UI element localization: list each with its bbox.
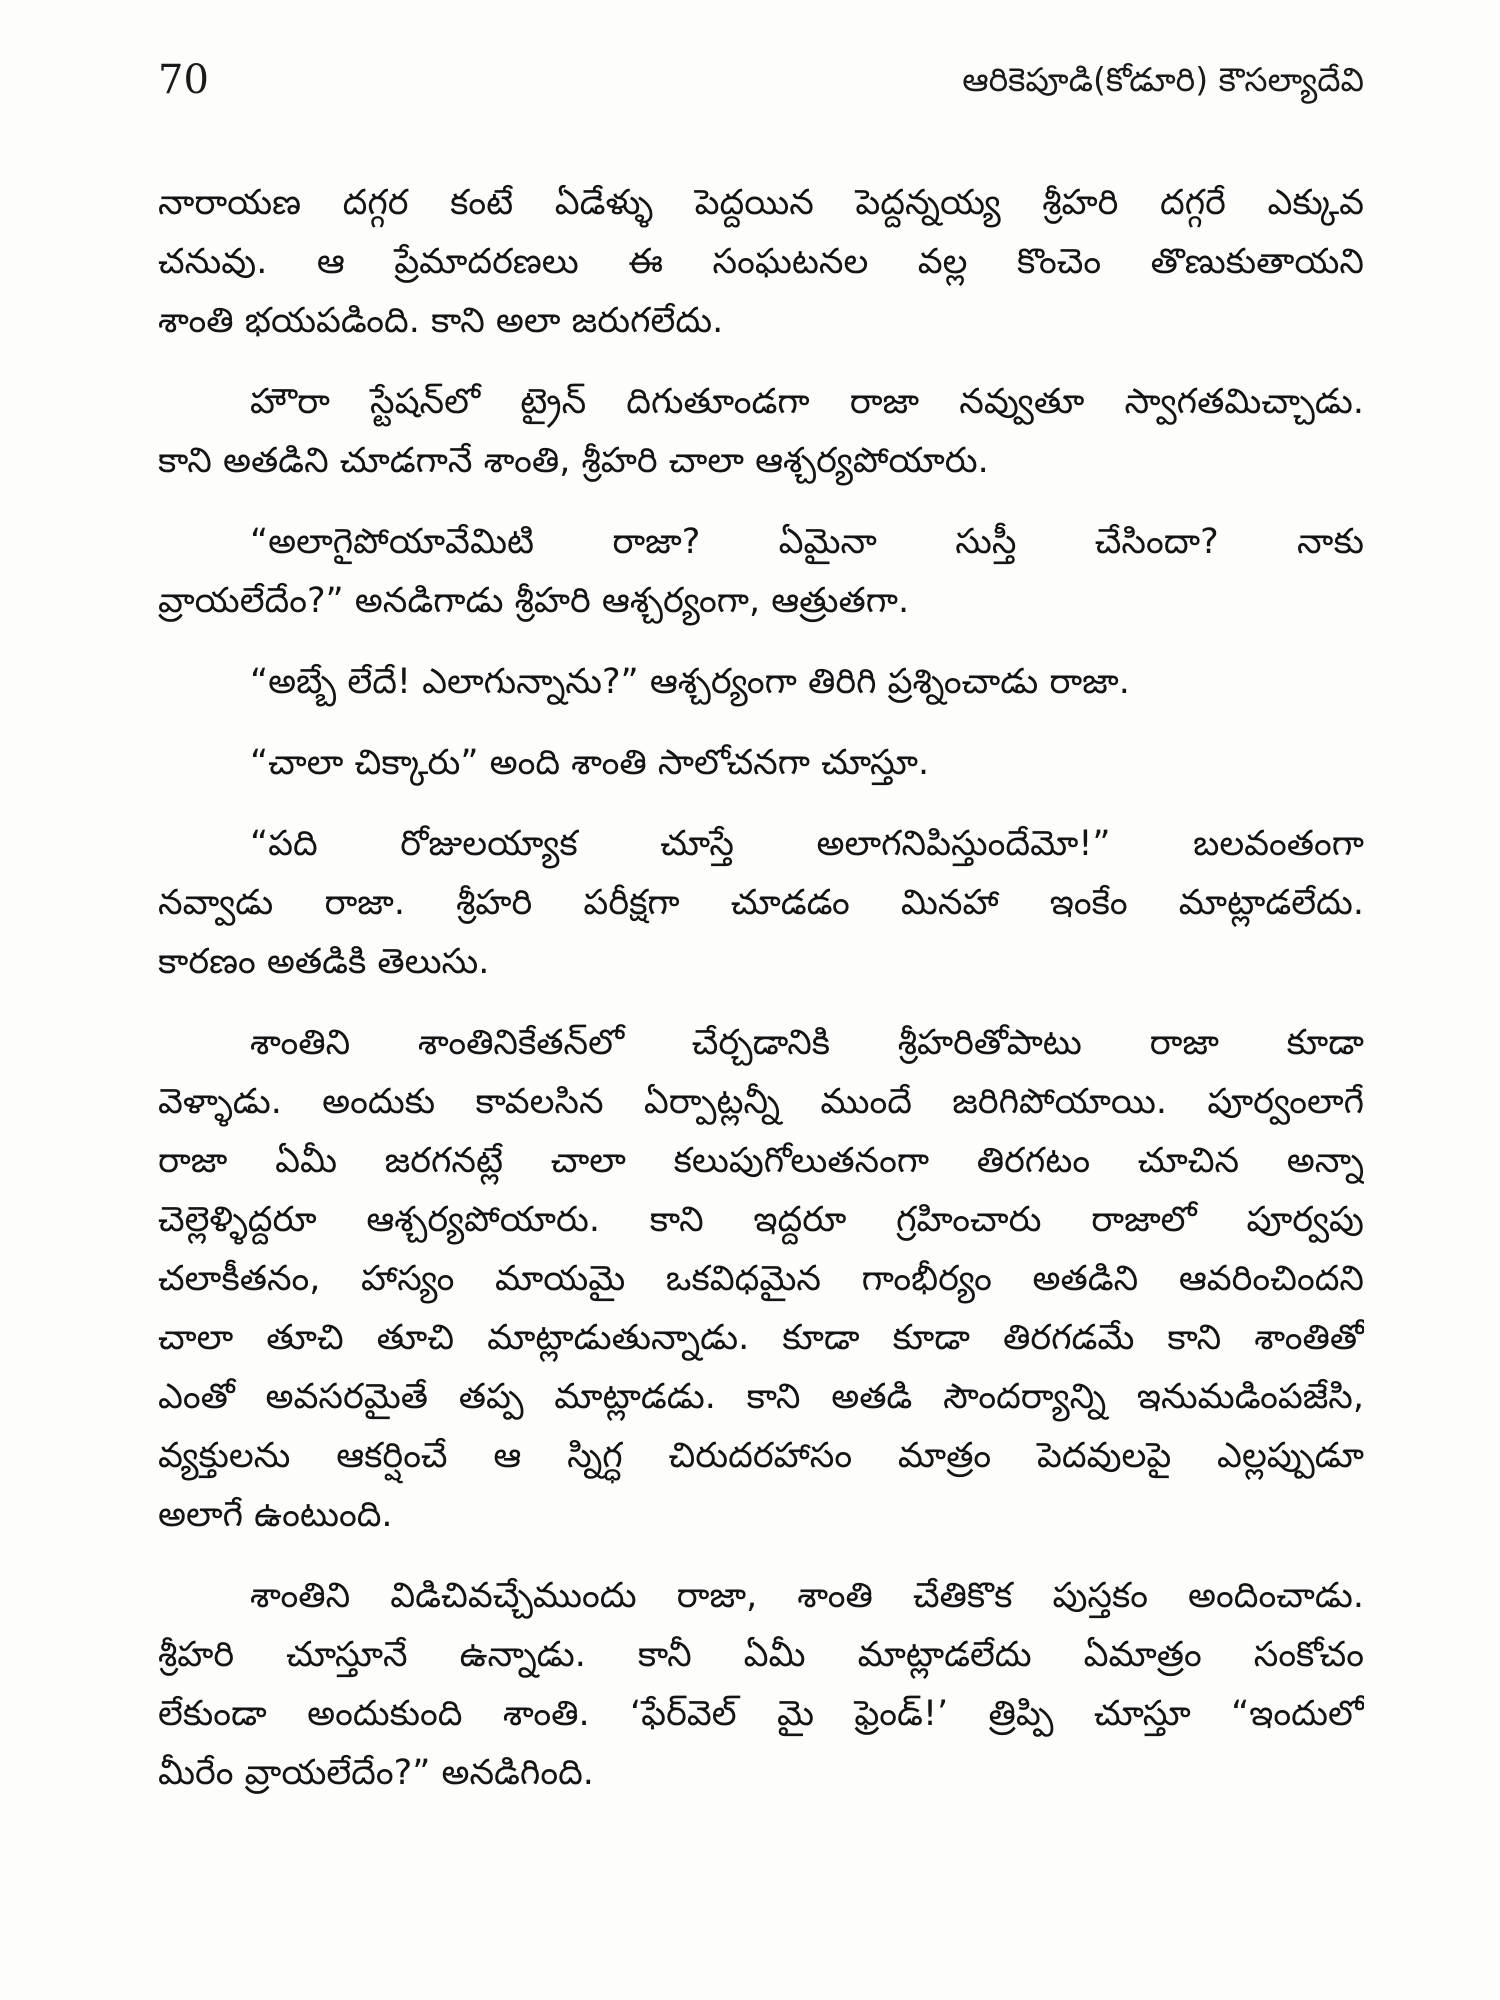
text-line: అలాగే ఉంటుంది.: [158, 1495, 393, 1535]
text-line: శాంతిని శాంతినికేతన్‌లో చేర్చడానికి శ్రీహరితోపాటు రాజా కూడా: [250, 1023, 1364, 1063]
text-line: వ్యక్తులను ఆకర్షించే ఆ స్నిగ్ధ చిరుదరహాసం మాత్రం పెదవులపై ఎల్లప్పుడూ: [158, 1436, 1364, 1476]
text-line: “అబ్బే లేదే! ఎలాగున్నాను?” ఆశ్చర్యంగా తిరిగి ప్రశ్నించాడు రాజా.: [250, 662, 1130, 702]
text-line: కారణం అతడికి తెలుసు.: [158, 942, 490, 982]
text-line: చాలా తూచి తూచి మాట్లాడుతున్నాడు. కూడా కూడా తిరగడమే కాని శాంతితో: [158, 1318, 1364, 1358]
page-header: [158, 50, 1364, 110]
text-line: మీరేం వ్రాయలేదేం?” అనడిగింది.: [158, 1753, 594, 1793]
text-line: “అలాగైపోయావేమిటి రాజా? ఏమైనా సుస్తీ చేసిందా? నాకు: [250, 522, 1364, 562]
text-line: శాంతిని విడిచివచ్చేముందు రాజా, శాంతి చేతికొక పుస్తకం అందించాడు.: [250, 1576, 1364, 1616]
paragraph: [158, 653, 1364, 712]
text-line: కాని అతడిని చూడగానే శాంతి, శ్రీహరి చాలా ఆశ్చర్యపోయారు.: [158, 441, 989, 481]
text-line: నారాయణ దగ్గర కంటే ఏడేళ్ళు పెద్దయిన పెద్దన్నయ్య శ్రీహరి దగ్గరే ఎక్కువ: [158, 183, 1364, 223]
text-line: వెళ్ళాడు. అందుకు కావలసిన ఏర్పాట్లన్నీ ముందే జరిగిపోయాయి. పూర్వంలాగే: [158, 1082, 1364, 1122]
text-line: లేకుండా అందుకుంది శాంతి. ‘ఫేర్‌వెల్ మై ఫ్రెండ్!’ త్రిప్పి చూస్తూ “ఇందులో: [158, 1694, 1364, 1734]
paragraph: [158, 815, 1364, 992]
text-line: చలాకీతనం, హాస్యం మాయమై ఒకవిధమైన గాంభీర్యం అతడిని ఆవరించిందని: [158, 1259, 1364, 1299]
text-line: ఎంతో అవసరమైతే తప్ప మాట్లాడడు. కాని అతడి సౌందర్యాన్ని ఇనుమడింపజేసి,: [158, 1377, 1364, 1417]
text-line: వ్రాయలేదేం?” అనడిగాడు శ్రీహరి ఆశ్చర్యంగా, ఆత్రుతగా.: [158, 581, 910, 621]
text-line: నవ్వాడు రాజా. శ్రీహరి పరీక్షగా చూడడం మినహా ఇంకేం మాట్లాడలేదు.: [158, 883, 1364, 923]
text-line: చెల్లెళ్ళిద్దరూ ఆశ్చర్యపోయారు. కాని ఇద్దరూ గ్రహించారు రాజాలో పూర్వపు: [158, 1200, 1364, 1240]
page-body: [158, 174, 1364, 1803]
paragraph: [158, 513, 1364, 631]
paragraph: [158, 734, 1364, 793]
text-line: హౌరా స్టేషన్‌లో ట్రైన్ దిగుతూండగా రాజా నవ్వుతూ స్వాగతమిచ్చాడు.: [250, 382, 1364, 422]
text-line: శ్రీహరి చూస్తూనే ఉన్నాడు. కానీ ఏమీ మాట్లాడలేదు ఏమాత్రం సంకోచం: [158, 1635, 1364, 1675]
text-line: “పది రోజులయ్యాక చూస్తే అలాగనిపిస్తుందేమో!” బలవంతంగా: [250, 824, 1364, 864]
paragraph: [158, 1567, 1364, 1803]
paragraph: [158, 1014, 1364, 1545]
text-line: శాంతి భయపడింది. కాని అలా జరుగలేదు.: [158, 301, 724, 341]
text-line: రాజా ఏమీ జరగనట్లే చాలా కలుపుగోలుతనంగా తిరగటం చూచిన అన్నా: [158, 1141, 1364, 1181]
running-title: ఆరికెపూడి(కోడూరి) కౌసల్యాదేవి: [962, 60, 1364, 99]
paragraph: [158, 373, 1364, 491]
text-line: “చాలా చిక్కారు” అంది శాంతి సాలోచనగా చూస్తూ.: [250, 743, 930, 783]
paragraph: [158, 174, 1364, 351]
text-line: చనువు. ఆ ప్రేమాదరణలు ఈ సంఘటనల వల్ల కొంచెం తొణుకుతాయని: [158, 242, 1364, 282]
page-number: 70: [158, 57, 209, 103]
